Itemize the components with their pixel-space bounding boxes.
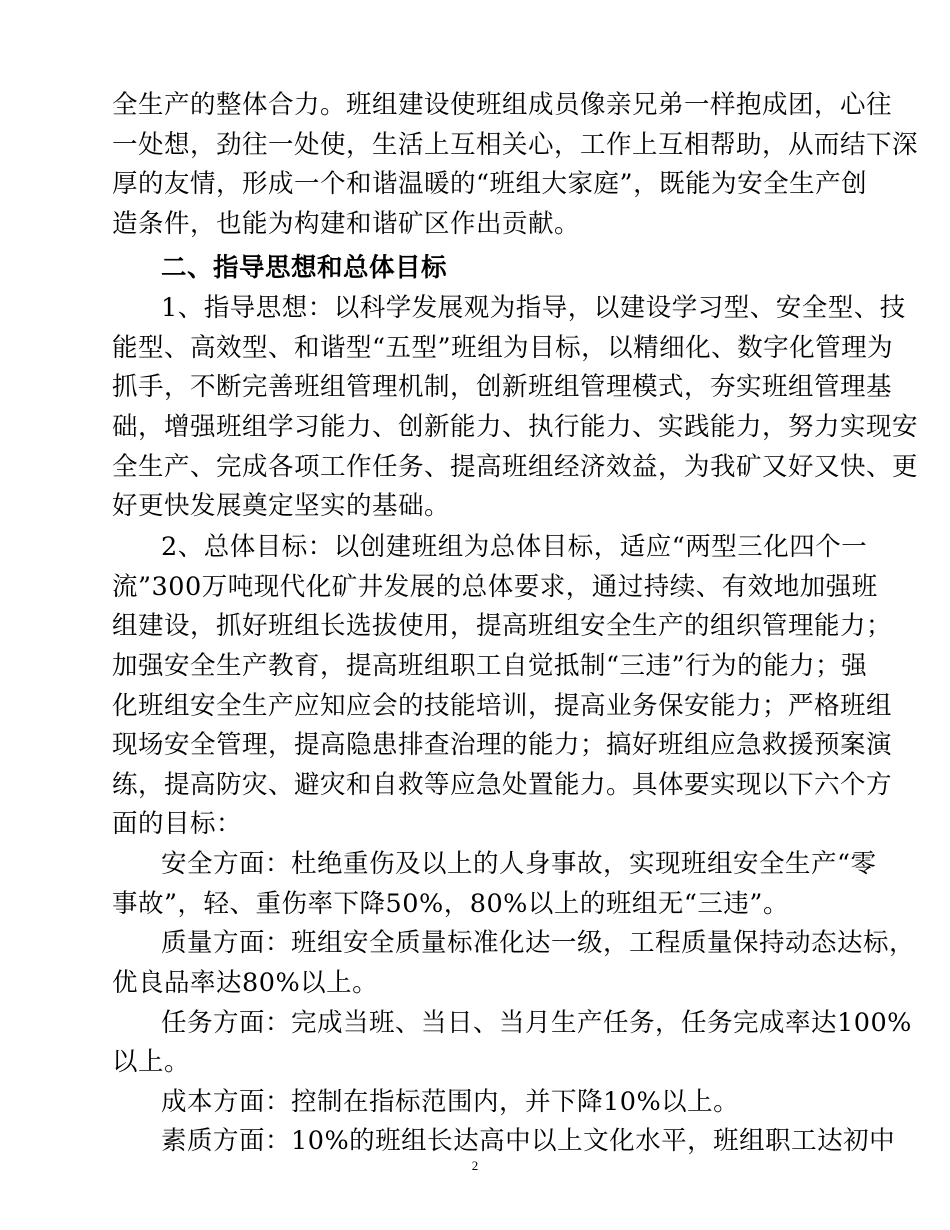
text-line: 面的目标： <box>112 809 243 839</box>
page-number: 2 <box>471 1158 479 1173</box>
text-line: 造条件，也能为构建和谐矿区作出贡献。 <box>112 209 581 239</box>
text-line: 全生产、完成各项工作任务、提高班组经济效益，为我矿又好又快、更 <box>112 452 919 482</box>
text-line: 事故”，轻、重伤率下降50%，80%以上的班组无“三违”。 <box>112 889 789 919</box>
text-line: 组建设，抓好班组长选拔使用，提高班组安全生产的组织管理能力； <box>112 611 893 641</box>
text-line: 成本方面：控制在指标范围内，并下降10%以上。 <box>161 1087 740 1117</box>
text-line: 加强安全生产教育，提高班组职工自觉抵制“三违”行为的能力；强 <box>112 651 868 681</box>
text-line: 厚的友情，形成一个和谐温暖的“班组大家庭”，既能为安全生产创 <box>112 169 868 199</box>
text-line: 质量方面：班组安全质量标准化达一级，工程质量保持动态达标， <box>161 928 916 958</box>
text-line: 抓手，不断完善班组管理机制，创新班组管理模式，夯实班组管理基 <box>112 372 893 402</box>
text-line: 优良品率达80%以上。 <box>112 968 379 998</box>
text-line: 1、指导思想：以科学发展观为指导，以建设学习型、安全型、技 <box>161 293 906 323</box>
text-line: 素质方面：10%的班组长达高中以上文化水平，班组职工达初中 <box>161 1126 896 1156</box>
text-line: 任务方面：完成当班、当日、当月生产任务，任务完成率达100% <box>161 1008 912 1038</box>
text-line: 现场安全管理，提高隐患排查治理的能力；搞好班组应急救援预案演 <box>112 730 893 760</box>
text-line: 全生产的整体合力。班组建设使班组成员像亲兄弟一样抱成团，心往 <box>112 90 893 120</box>
text-line: 流”300万吨现代化矿井发展的总体要求，通过持续、有效地加强班 <box>112 572 878 602</box>
text-line: 练，提高防灾、避灾和自救等应急处置能力。具体要实现以下六个方 <box>112 770 893 800</box>
text-line: 础，增强班组学习能力、创新能力、执行能力、实践能力，努力实现安 <box>112 412 919 442</box>
text-line: 化班组安全生产应知应会的技能培训，提高业务保安能力；严格班组 <box>112 691 893 721</box>
text-line: 好更快发展奠定坚实的基础。 <box>112 491 451 521</box>
text-line: 能型、高效型、和谐型“五型”班组为目标，以精细化、数字化管理为 <box>112 333 894 363</box>
text-line: 以上。 <box>112 1047 191 1077</box>
text-line: 安全方面：杜绝重伤及以上的人身事故，实现班组安全生产“零 <box>161 849 877 879</box>
text-line: 2、总体目标：以创建班组为总体目标，适应“两型三化四个一 <box>161 532 868 562</box>
text-line: 一处想，劲往一处使，生活上互相关心，工作上互相帮助，从而结下深 <box>112 130 919 160</box>
section-heading: 二、指导思想和总体目标 <box>161 253 448 283</box>
